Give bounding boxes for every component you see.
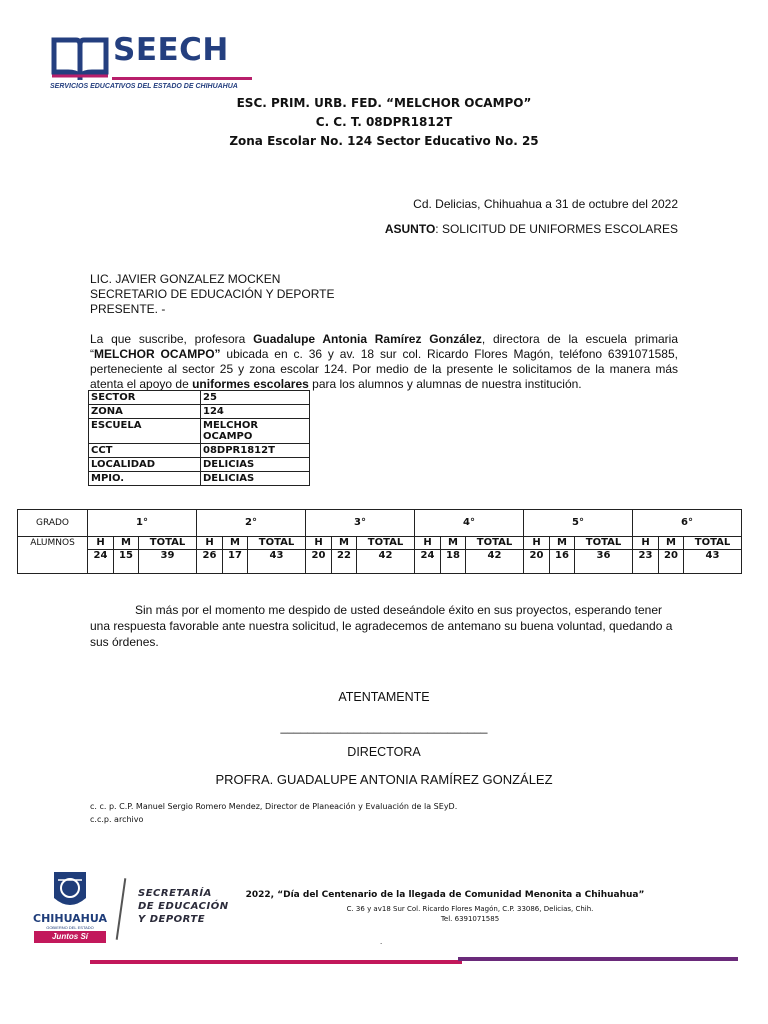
secretaria-line: SECRETARÍA bbox=[138, 888, 212, 899]
footer-phone: Tel. 6391071585 bbox=[440, 915, 500, 923]
state-name: CHIHUAHUA bbox=[33, 912, 107, 925]
count-h: 24 bbox=[415, 550, 441, 574]
count-m: 22 bbox=[332, 550, 357, 574]
footer-dot: . bbox=[380, 937, 383, 946]
count-total: 43 bbox=[248, 550, 306, 574]
signer-name: PROFRA. GUADALUPE ANTONIA RAMÍREZ GONZÁLEZ bbox=[215, 772, 553, 787]
state-shield-icon bbox=[30, 870, 110, 914]
recipient-name: LIC. JAVIER GONZALEZ MOCKEN bbox=[90, 272, 281, 286]
grade-header: GRADO bbox=[18, 510, 88, 537]
footer-address: C. 36 y av18 Sur Col. Ricardo Flores Magón, C.P. 33086, Delicias, Chih. bbox=[346, 905, 594, 913]
subject-text: : SOLICITUD DE UNIFORMES ESCOLARES bbox=[435, 222, 678, 236]
grade-name: 3° bbox=[306, 510, 415, 537]
table-row bbox=[89, 391, 310, 405]
school-name-inline: MELCHOR OCAMPO” bbox=[94, 347, 221, 361]
secretaria-line: Y DEPORTE bbox=[138, 914, 206, 925]
count-m: 16 bbox=[550, 550, 575, 574]
brand-name: SEECH bbox=[113, 32, 229, 68]
footer-divider bbox=[116, 878, 127, 940]
table-cell: DELICIAS bbox=[201, 458, 310, 472]
recipient-presente: PRESENTE. - bbox=[90, 302, 166, 316]
count-h: 26 bbox=[197, 550, 223, 574]
request-paragraph bbox=[90, 332, 678, 392]
brand-underline bbox=[112, 77, 252, 80]
col-h: H bbox=[524, 537, 550, 550]
seech-logo bbox=[50, 32, 255, 96]
col-total: TOTAL bbox=[139, 537, 197, 550]
count-h: 23 bbox=[633, 550, 659, 574]
table-cell: 25 bbox=[201, 391, 310, 405]
col-h: H bbox=[197, 537, 223, 550]
col-h: H bbox=[633, 537, 659, 550]
recipient-title: SECRETARIO DE EDUCACIÓN Y DEPORTE bbox=[90, 287, 335, 301]
grade-name: 6° bbox=[633, 510, 742, 537]
table-row bbox=[89, 405, 310, 419]
table-row bbox=[18, 550, 742, 574]
grade-name: 2° bbox=[197, 510, 306, 537]
table-cell: SECTOR bbox=[89, 391, 201, 405]
slogan-a: Juntos bbox=[51, 932, 79, 941]
slogan-badge bbox=[34, 931, 106, 953]
grade-name: 1° bbox=[88, 510, 197, 537]
grade-name: 4° bbox=[415, 510, 524, 537]
table-cell: CCT bbox=[89, 444, 201, 458]
table-row bbox=[18, 510, 742, 537]
school-name: ESC. PRIM. URB. FED. “MELCHOR OCAMPO” bbox=[236, 96, 532, 110]
col-m: M bbox=[550, 537, 575, 550]
count-h: 20 bbox=[524, 550, 550, 574]
book-logo-icon bbox=[50, 36, 110, 80]
footer-motto: 2022, “Día del Centenario de la llegada de Comunidad Menonita a Chihuahua” bbox=[245, 890, 645, 900]
col-total: TOTAL bbox=[466, 537, 524, 550]
date-line: Cd. Delicias, Chihuahua a 31 de octubre del 2022 bbox=[413, 197, 678, 211]
table-cell: ESCUELA bbox=[89, 419, 201, 444]
ccp-line: c. c. p. C.P. Manuel Sergio Romero Mendez, Director de Planeación y Evaluación de la SEyD. bbox=[90, 802, 458, 811]
grade-name: 5° bbox=[524, 510, 633, 537]
secretaria-line: DE EDUCACIÓN bbox=[138, 901, 229, 912]
col-h: H bbox=[88, 537, 114, 550]
director-name: Guadalupe Antonia Ramírez González bbox=[253, 332, 482, 346]
para-text: La que suscribe, profesora bbox=[90, 332, 254, 346]
count-h: 20 bbox=[306, 550, 332, 574]
col-total: TOTAL bbox=[357, 537, 415, 550]
table-cell: 124 bbox=[201, 405, 310, 419]
slogan-b: Sí podemos bbox=[52, 932, 89, 953]
count-total: 42 bbox=[357, 550, 415, 574]
table-cell: ZONA bbox=[89, 405, 201, 419]
para-text: , directora de la escuela primaria “ bbox=[90, 332, 678, 361]
count-total: 36 bbox=[575, 550, 633, 574]
col-h: H bbox=[306, 537, 332, 550]
col-m: M bbox=[332, 537, 357, 550]
count-m: 15 bbox=[114, 550, 139, 574]
closing-paragraph: Sin más por el momento me despido de usted deseándole éxito en sus proyectos, esperando tener una respuesta favorable ante nuestra solicitud, le agradecemos de antemano su buena voluntad, quedando a sus órdenes. bbox=[90, 603, 673, 649]
col-total: TOTAL bbox=[248, 537, 306, 550]
table-row bbox=[89, 419, 310, 444]
table-cell: DELICIAS bbox=[201, 472, 310, 486]
count-m: 17 bbox=[223, 550, 248, 574]
col-m: M bbox=[223, 537, 248, 550]
col-m: M bbox=[659, 537, 684, 550]
para-text: para los alumnos y alumnas de nuestra institución. bbox=[308, 377, 582, 391]
col-m: M bbox=[441, 537, 466, 550]
count-h: 24 bbox=[88, 550, 114, 574]
school-info-table bbox=[88, 390, 310, 486]
brand-tagline: SERVICIOS EDUCATIVOS DEL ESTADO DE CHIHUAHUA bbox=[50, 83, 238, 90]
state-subtitle: GOBIERNO DEL ESTADO bbox=[46, 925, 94, 930]
ccp-line: c.c.p. archivo bbox=[90, 815, 144, 824]
table-cell: MELCHOR OCAMPO bbox=[201, 419, 310, 444]
count-m: 18 bbox=[441, 550, 466, 574]
regards: ATENTAMENTE bbox=[338, 690, 430, 704]
count-m: 20 bbox=[659, 550, 684, 574]
col-total: TOTAL bbox=[575, 537, 633, 550]
count-total: 39 bbox=[139, 550, 197, 574]
chihuahua-government-logo bbox=[30, 870, 110, 953]
footer-bar-purple bbox=[458, 957, 738, 961]
footer-bar-magenta bbox=[90, 960, 462, 964]
school-cct: C. C. T. 08DPR1812T bbox=[315, 115, 453, 129]
signature-line: _______________________________ bbox=[280, 720, 488, 734]
students-by-grade-table bbox=[17, 509, 742, 574]
table-cell: 08DPR1812T bbox=[201, 444, 310, 458]
table-cell: LOCALIDAD bbox=[89, 458, 201, 472]
col-total: TOTAL bbox=[684, 537, 742, 550]
uniforms-emphasis: uniformes escolares bbox=[192, 377, 309, 391]
col-m: M bbox=[114, 537, 139, 550]
subject-label: ASUNTO bbox=[384, 222, 436, 236]
table-row bbox=[18, 537, 742, 550]
table-row bbox=[89, 458, 310, 472]
signer-role: DIRECTORA bbox=[347, 745, 421, 759]
table-row bbox=[89, 472, 310, 486]
school-zone: Zona Escolar No. 124 Sector Educativo No. 25 bbox=[229, 134, 539, 148]
count-total: 42 bbox=[466, 550, 524, 574]
recipient-block bbox=[90, 272, 678, 317]
students-header: ALUMNOS bbox=[18, 537, 88, 574]
para-text: ubicada en c. 36 y av. 18 sur col. Ricardo Flores Magón, teléfono 6391071585, perteneciente al sector 25 y zona escolar 124. Por medio de la presente le solicitamos de la manera más atenta el apoyo de bbox=[90, 347, 678, 391]
table-cell: MPIO. bbox=[89, 472, 201, 486]
table-row bbox=[89, 444, 310, 458]
count-total: 43 bbox=[684, 550, 742, 574]
subject-line bbox=[385, 222, 678, 236]
col-h: H bbox=[415, 537, 441, 550]
